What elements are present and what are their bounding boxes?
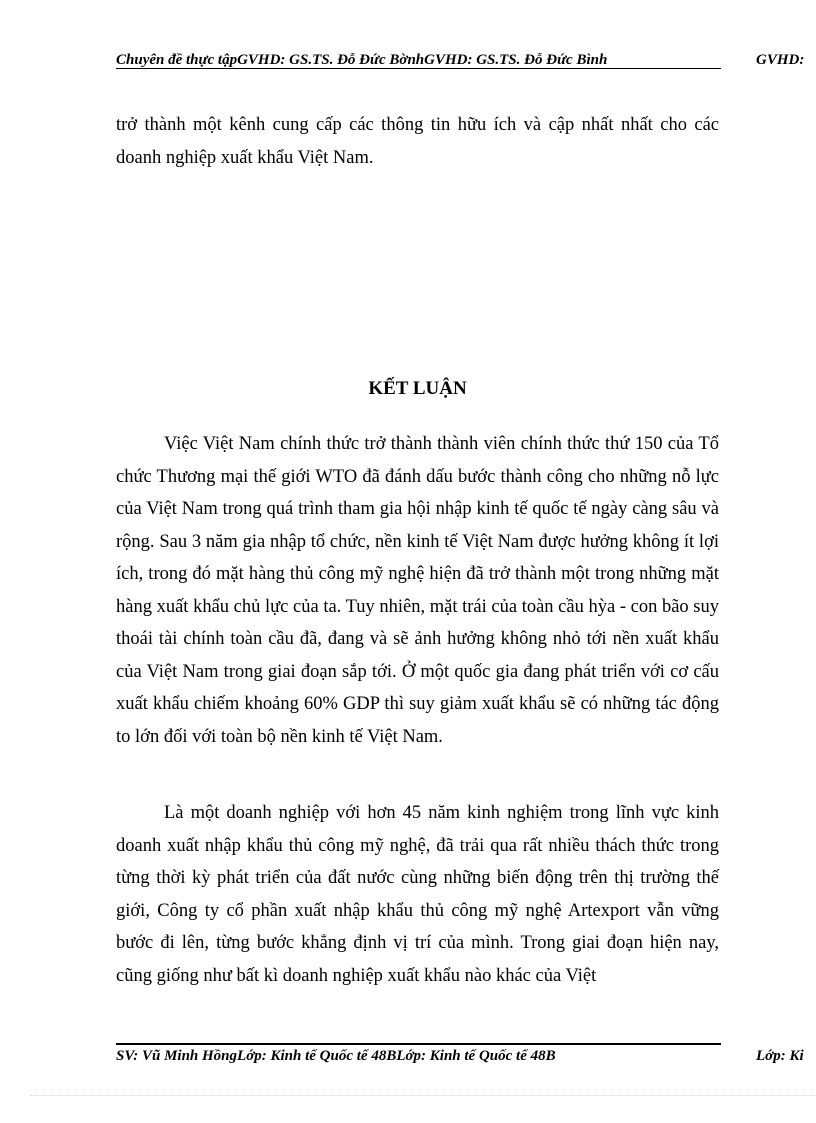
body-paragraph-1: Việc Việt Nam chính thức trở thành thành viên chính thức thứ 150 của Tổ chức Thương mại thế giới WTO đã đánh dấu bước thành công cho những nỗ lực của Việt Nam trong quá trình tham gia hội nhập kinh tế quốc tế ngày càng sâu và rộng. Sau 3 năm gia nhập tổ chức, nền kinh tế Việt Nam được hưởng không ít lợi ích, trong đó mặt hàng thủ công mỹ nghệ hiện đã trở thành một trong những mặt hàng xuất khẩu chủ lực của ta. Tuy nhiên, mặt trái của toàn cầu hỳa - con bão suy thoái tài chính toàn cầu đã, đang và sẽ ảnh hưởng không nhỏ tới nền xuất khẩu của Việt Nam trong giai đoạn sắp tới. Ở một quốc gia đang phát triển với cơ cấu xuất khẩu chiếm khoảng 60% GDP thì suy giảm xuất khẩu sẽ có những tác động to lớn đối với toàn bộ nền kinh tế Việt Nam. (116, 434, 719, 747)
footer-right-text: Lớp: Ki (756, 1048, 804, 1064)
footer-divider (116, 1043, 721, 1045)
footer-left-text: SV: Vũ Minh HồngLớp: Kinh tế Quốc tế 48BLớp: Kinh tế Quốc tế 48B (116, 1048, 556, 1064)
header-left-text: Chuyên đề thực tậpGVHD: GS.TS. Đỗ Đức BờnhGVHD: GS.TS. Đỗ Đức Bình (116, 52, 608, 68)
page-footer (116, 1048, 816, 1066)
header-divider (116, 68, 721, 69)
intro-paragraph: trở thành một kênh cung cấp các thông tin hữu ích và cập nhất nhất cho các doanh nghiệp xuất khẩu Việt Nam. (116, 115, 719, 168)
section-title: KẾT LUẬN (368, 378, 467, 399)
page-edge-divider (30, 1095, 816, 1096)
header-right-text: GVHD: (756, 52, 805, 68)
body-paragraph-2: Là một doanh nghiệp với hơn 45 năm kinh nghiệm trong lĩnh vực kinh doanh xuất nhập khẩu thủ công mỹ nghệ, đã trải qua rất nhiều thách thức trong từng thời kỳ phát triển của đất nước cùng những biến động trên thị trường thế giới, Công ty cổ phần xuất nhập khẩu thủ công mỹ nghệ Artexport vẫn vững bước đi lên, từng bước khẳng định vị trí của mình. Trong giai đoạn hiện nay, cũng giống như bất kì doanh nghiệp xuất khẩu nào khác của Việt (116, 803, 719, 986)
